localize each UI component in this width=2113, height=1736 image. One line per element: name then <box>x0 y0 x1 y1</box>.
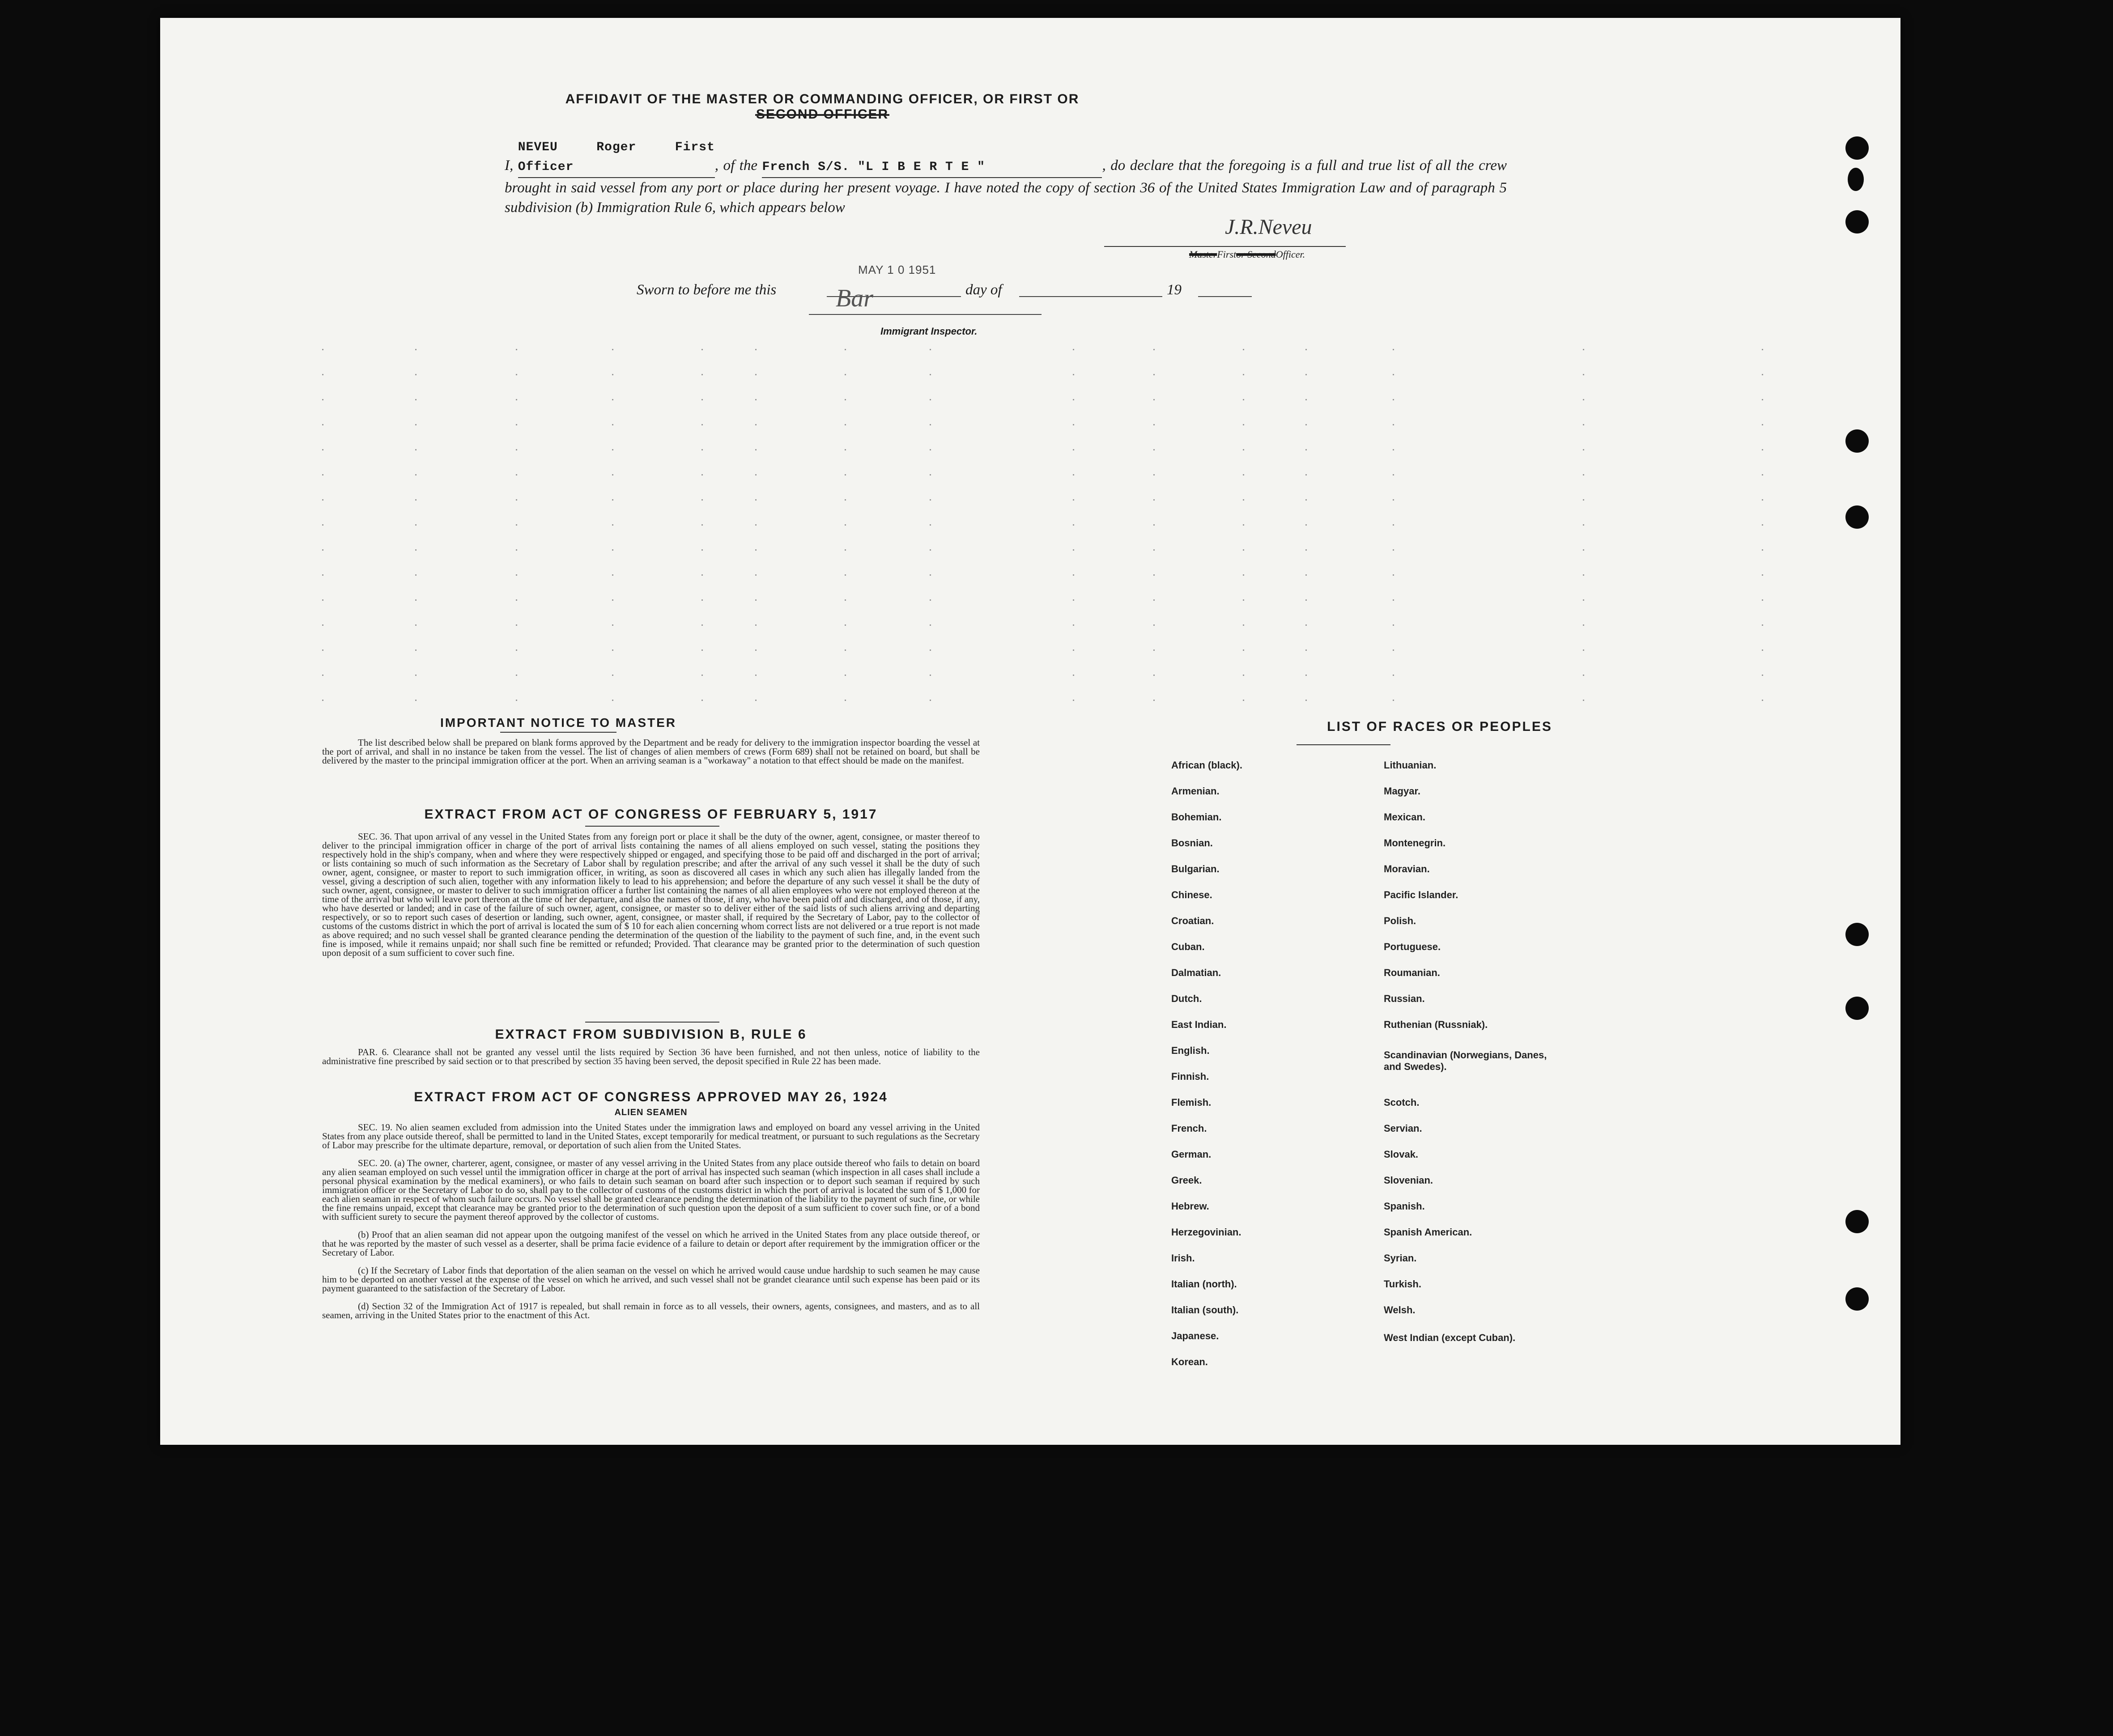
column-guide <box>322 349 323 707</box>
race-item: Syrian. <box>1384 1252 1417 1264</box>
punch-hole <box>1848 168 1864 191</box>
race-item: Servian. <box>1384 1123 1422 1134</box>
punch-hole <box>1845 923 1869 946</box>
race-item: Scandinavian (Norwegians, Danes, and Swedes). <box>1384 1049 1547 1072</box>
race-item: Portuguese. <box>1384 941 1441 952</box>
sec19-text: SEC. 19. No alien seamen excluded from admission into the United States under the immigration laws and employed on board any vessel arriving in the United States from any place outside thereof, shall be permitted to land in the United States, except temporarily for medical treatment, or pursuant to such regulations as the Secretary of Labor may prescribe for the ultimate departure, removal, or deportation of such alien from the United States. <box>322 1122 980 1150</box>
struck-master: Master <box>1189 249 1217 260</box>
race-item: Ruthenian (Russniak). <box>1384 1019 1488 1030</box>
race-item: Roumanian. <box>1384 967 1440 978</box>
race-item: Slovak. <box>1384 1149 1419 1160</box>
race-item: East Indian. <box>1171 1019 1227 1030</box>
race-item: Russian. <box>1384 993 1425 1004</box>
sec20d-text: (d) Section 32 of the Immigration Act of 1917 is repealed, but shall remain in force as to all vessels, their owners, agents, consignees, and masters, and as to all seamen, arriving in the United States prior to the enactment of this Act. <box>322 1301 980 1320</box>
notice-text: The list described below shall be prepared on blank forms approved by the Department and be ready for delivery to the immigration inspector boarding the vessel at the port of arrival, and shall in no instance be taken from the vessel. The list of changes of alien members of crews (Form 689) shall not be retained on board, but shall be delivered by the master to the principal immigration officer at the port. When an arriving seaman is a "workaway" a notation to that effect should be made on the manifest. <box>322 737 980 766</box>
column-guide <box>930 349 931 707</box>
column-guide <box>755 349 757 707</box>
column-guide <box>1153 349 1155 707</box>
officer-name-field: NEVEU Roger First Officer <box>518 138 715 178</box>
race-item: Bohemian. <box>1171 811 1222 823</box>
extract-1917-title: EXTRACT FROM ACT OF CONGRESS OF FEBRUARY 5, 1917 <box>424 807 878 822</box>
race-item: Dalmatian. <box>1171 967 1221 978</box>
column-guide <box>1073 349 1074 707</box>
race-item: Italian (north). <box>1171 1278 1237 1290</box>
declaration-body: that the foregoing is a full and true list of all the crew brought in said vessel from any port or place during her present voyage. I have noted the copy of section 36 of the United States Immigration Law and of paragraph 5 subdivision (b) Immigration Rule 6, which appears below <box>505 157 1507 216</box>
punch-hole <box>1845 429 1869 453</box>
races-title: LIST OF RACES OR PEOPLES <box>1327 719 1552 734</box>
race-item: Slovenian. <box>1384 1175 1433 1186</box>
extract-1917-rule <box>585 826 719 827</box>
race-item: Magyar. <box>1384 785 1420 797</box>
race-item: English. <box>1171 1045 1210 1056</box>
title-rule <box>755 114 889 116</box>
punch-hole <box>1845 210 1869 233</box>
sec20a-text: SEC. 20. (a) The owner, charterer, agent, consignee, or master of any vessel arriving in the United States from any place outside thereof who fails to detain on board any alien seaman employed on such vessel until the immigration officer in charge at the port of arrival has inspected such seaman (which inspection in all cases shall include a personal physical examination by the medical examiners), or who fails to detain such seaman on board after such inspection or to deport such seaman if required by such immigration officer or the Secretary of Labor to do so, shall pay to the collector of customs of the customs district in which the port of arrival is located the sum of $ 1,000 for each alien seaman in respect of whom such failure occurs. No vessel shall be granted clearance pending the determination of the liability to the payment of such fine, or while the fine remains unpaid, except that clearance may be granted prior to the determination of such question upon the deposit of a sum sufficient to cover such fine, or of a bond with sufficient surety to secure the payment thereof approved by the collector of customs. <box>322 1158 980 1222</box>
race-item: Moravian. <box>1384 863 1430 874</box>
race-item: Italian (south). <box>1171 1304 1239 1316</box>
column-guide <box>1583 349 1584 707</box>
title-first: First <box>1217 249 1237 260</box>
column-guide <box>1305 349 1307 707</box>
extract-1924-title: EXTRACT FROM ACT OF CONGRESS APPROVED MAY 26, 1924 <box>414 1090 888 1104</box>
date-stamp: MAY 1 0 1951 <box>858 263 936 276</box>
affidavit-title: AFFIDAVIT OF THE MASTER OR COMMANDING OFFICER, OR FIRST OR SECOND OFFICER <box>565 92 1080 122</box>
year-line <box>1198 296 1252 297</box>
rule6-text: PAR. 6. Clearance shall not be granted any vessel until the lists required by Section 36 have been furnished, and not then unless, notice of liability to the administrative fine prescribed by said section or to that prescribed by section 35 having been served, the deposit specified in Rule 22 has been made. <box>322 1047 980 1066</box>
race-item: Cuban. <box>1171 941 1205 952</box>
race-item: Irish. <box>1171 1252 1195 1264</box>
day-of-label: day of <box>965 282 1002 298</box>
officer-signature: J.R.Neveu <box>1225 215 1312 239</box>
vessel-name-field: French S/S. "L I B E R T E " <box>762 157 1102 178</box>
declaration-text <box>505 138 1507 217</box>
race-item: Polish. <box>1384 915 1416 926</box>
punch-hole <box>1845 505 1869 529</box>
race-item: Lithuanian. <box>1384 760 1437 771</box>
rule6-title: EXTRACT FROM SUBDIVISION B, RULE 6 <box>495 1027 807 1042</box>
race-item: Flemish. <box>1171 1097 1212 1108</box>
race-item: Bulgarian. <box>1171 863 1220 874</box>
race-item: Turkish. <box>1384 1278 1421 1290</box>
year-prefix: 19 <box>1167 282 1182 298</box>
race-item: Greek. <box>1171 1175 1202 1186</box>
races-rule <box>1297 744 1390 745</box>
race-item: Herzegovinian. <box>1171 1227 1241 1238</box>
race-item: Montenegrin. <box>1384 837 1446 849</box>
race-item: German. <box>1171 1149 1212 1160</box>
race-item: Armenian. <box>1171 785 1220 797</box>
race-item: West Indian (except Cuban). <box>1384 1332 1516 1343</box>
sec20c-text: (c) If the Secretary of Labor finds that deportation of the alien seaman on the vessel on which he arrived would cause undue hardship to such seamen he may cause him to be deported on another vessel at the expense of the vessel on which he arrived, and such vessel shall not be grandet clearance until such expense has been paid or its payment guaranteed to the satisfaction of the Secretary of Labor. <box>322 1265 980 1294</box>
notice-rule <box>500 732 616 733</box>
race-item: Croatian. <box>1171 915 1214 926</box>
month-line <box>1019 296 1162 297</box>
rule6-top-rule <box>585 1022 719 1023</box>
signature-line <box>1104 246 1346 247</box>
race-item: Japanese. <box>1171 1330 1219 1341</box>
race-item: African (black). <box>1171 760 1242 771</box>
race-item: Bosnian. <box>1171 837 1213 849</box>
race-item: Spanish American. <box>1384 1227 1472 1238</box>
race-item: Hebrew. <box>1171 1201 1209 1212</box>
officer-title <box>1189 249 1305 260</box>
race-item: Welsh. <box>1384 1304 1416 1316</box>
race-item: Pacific Islander. <box>1384 889 1458 900</box>
inspector-line <box>809 314 1042 315</box>
inspector-title: Immigrant Inspector. <box>880 326 978 337</box>
column-guide <box>1393 349 1394 707</box>
column-guide <box>516 349 517 707</box>
race-item: Finnish. <box>1171 1071 1209 1082</box>
notice-title: IMPORTANT NOTICE TO MASTER <box>440 716 677 730</box>
sworn-label: Sworn to before me this <box>637 282 777 298</box>
race-item: Scotch. <box>1384 1097 1420 1108</box>
punch-hole <box>1845 136 1869 160</box>
declaration-i: I, <box>505 157 514 174</box>
declaration-do-declare: , do declare <box>1102 157 1174 174</box>
column-guide <box>1762 349 1763 707</box>
declaration-of-the: , of the <box>714 157 757 174</box>
punch-hole <box>1845 997 1869 1020</box>
inspector-signature: Bar <box>836 284 873 312</box>
title-officer: Officer. <box>1275 249 1305 260</box>
column-guide <box>415 349 417 707</box>
column-guide <box>612 349 613 707</box>
column-guide <box>1243 349 1244 707</box>
race-item: Dutch. <box>1171 993 1202 1004</box>
race-item: Spanish. <box>1384 1201 1425 1212</box>
alien-seamen-subtitle: ALIEN SEAMEN <box>614 1108 688 1117</box>
race-item: Mexican. <box>1384 811 1425 823</box>
extract-1917-text: SEC. 36. That upon arrival of any vessel in the United States from any foreign port or place it shall be the duty of the owner, agent, consignee, or master thereof to deliver to the principal immigration officer in charge of the port of arrival lists containing the names of all aliens employed on such vessel, stating the positions they respectively hold in the ship's company, when and where they were respectively shipped or engaged, and specifying those to be paid off and discharged in the port of arrival; or lists containing so much of such information as the Secretary of Labor shall by regulation prescribe; and after the arrival of any such vessel it shall be the duty of such owner, agent, consignee, or master to report to such immigration officer, in writing, as soon as discovered all cases in which any such alien has illegally landed from the vessel, giving a description of such alien, together with any information likely to lead to his apprehension; and before the departure of any such vessel it shall be the duty of such owner, agent, consignee, or master to deliver to such immigration officer a further list containing the names of all alien employees who were not employed thereon at the time of the arrival but who will leave port thereon at the time of her departure, and also the names of those, if any, who have been paid off and discharged, and of those, if any, who have deserted or landed; and in case of the failure of such owner, agent, consignee, or master so to deliver either of the said lists of such aliens arriving and departing respectively, or so to report such cases of desertion or landing, such owner, agent, consignee, or master shall, if required by the Secretary of Labor, pay to the collector of customs of the customs district in which the port of arrival is located the sum of $ 10 for each alien concerning whom correct lists are not delivered or a true report is not made as above required; and no such vessel shall be granted clearance pending the determination of the question of the liability to the payment of such fine, and, in the event such fine is imposed, while it remains unpaid; nor shall such fine be remitted or refunded; Provided. That clearance may be granted prior to the determination of such question upon deposit of a sum sufficient to cover such fine. <box>322 831 980 958</box>
punch-hole <box>1845 1287 1869 1311</box>
race-item: French. <box>1171 1123 1207 1134</box>
document-page <box>160 18 1900 1445</box>
punch-hole <box>1845 1210 1869 1233</box>
struck-second: or Second <box>1236 249 1276 260</box>
column-guide <box>845 349 846 707</box>
race-item: Chinese. <box>1171 889 1212 900</box>
race-item: Korean. <box>1171 1356 1208 1367</box>
sec20b-text: (b) Proof that an alien seaman did not appear upon the outgoing manifest of the vessel on which he arrived in the United States from any place outside thereof, or that he was reported by the master of such vessel as a deserter, shall be prima facie evidence of a failure to detain or deport after requirement by the immigration officer or the Secretary of Labor. <box>322 1229 980 1258</box>
column-guide <box>701 349 703 707</box>
